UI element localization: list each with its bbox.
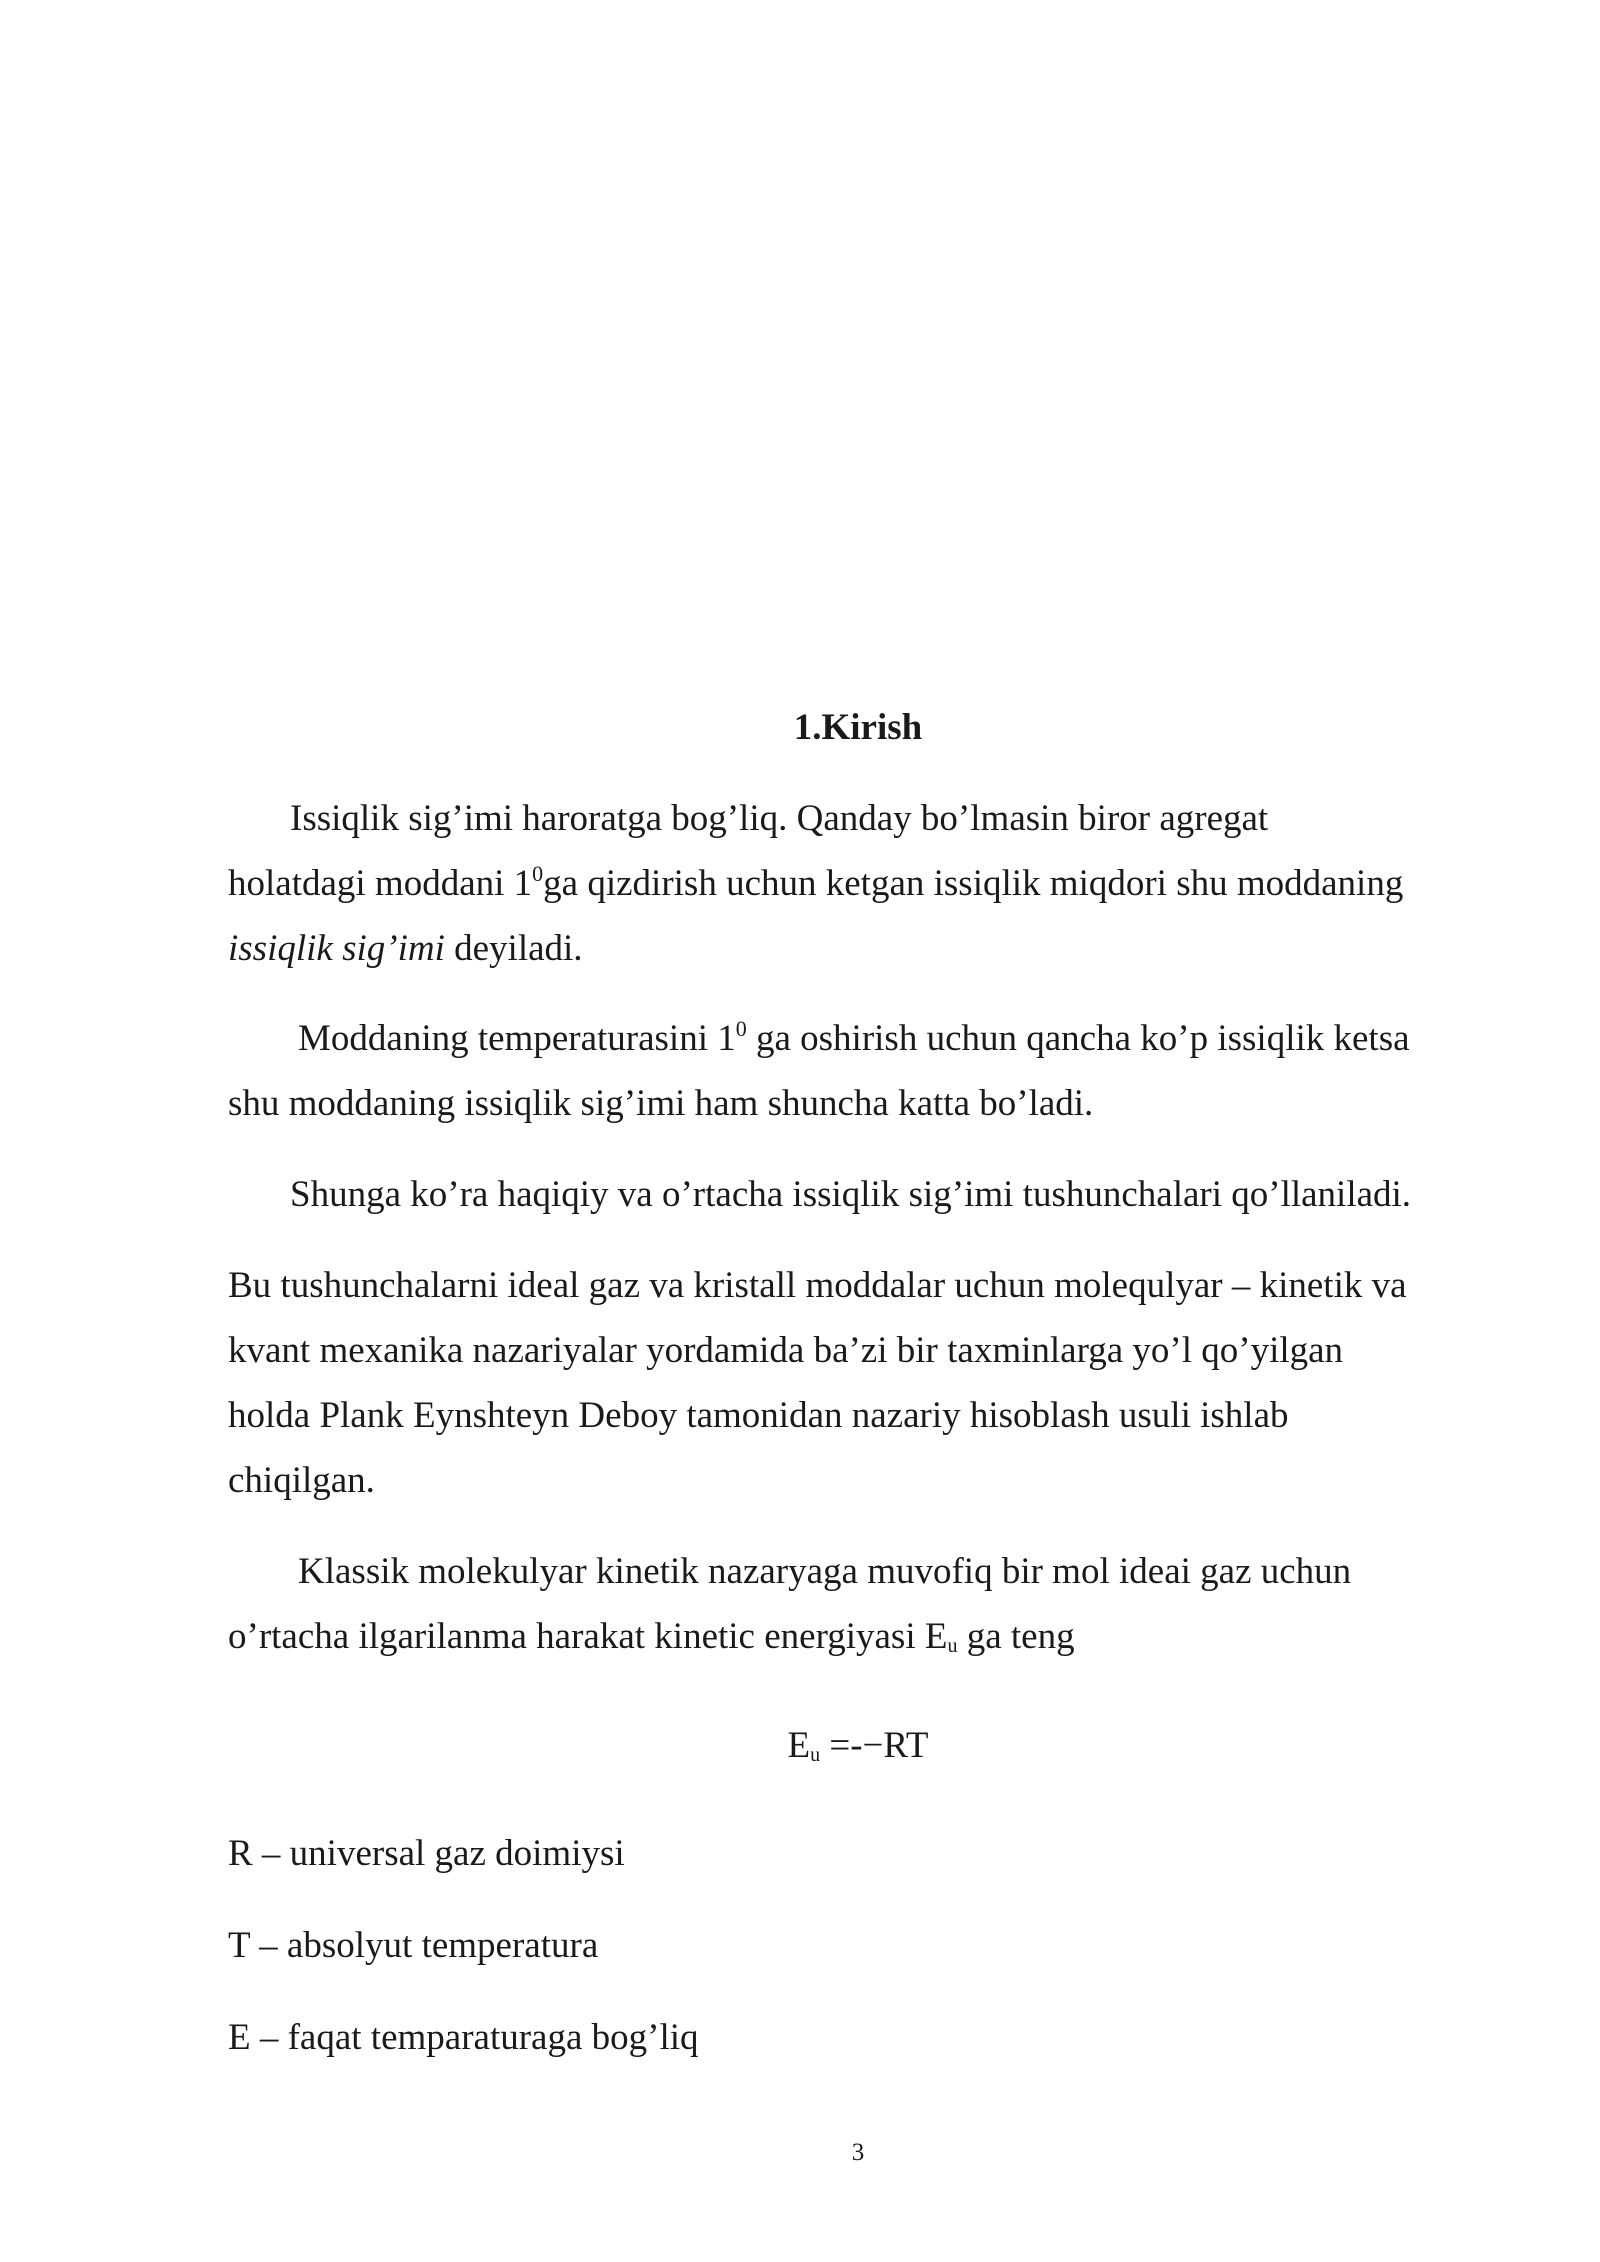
formula-expression: =-−RT <box>820 1725 929 1766</box>
definition-t-text: T – absolyut temperatura <box>228 1925 599 1966</box>
paragraph-5-text-2b: ga teng <box>957 1616 1075 1657</box>
paragraph-5-text-1: Klassik molekulyar kinetik nazaryaga muvofiq bir mol ideai gaz uchun <box>298 1551 1352 1592</box>
paragraph-4-text-3: holda Plank Eynshteyn Deboy tamonidan nazariy hisoblash usuli ishlab <box>228 1395 1289 1436</box>
paragraph-2-text-1a: Moddaning temperaturasini 1 <box>298 1018 736 1059</box>
paragraph-5-line-2 <box>228 1615 1075 1659</box>
paragraph-5-line-1 <box>298 1550 1351 1594</box>
paragraph-1-line-3 <box>228 927 583 971</box>
paragraph-2-text-2: shu moddaning issiqlik sig’imi ham shuncha katta bo’ladi. <box>228 1083 1094 1124</box>
definition-r <box>228 1832 625 1876</box>
paragraph-4-text-1: Bu tushunchalarni ideal gaz va kristall moddalar uchun molequlyar – kinetik va <box>228 1265 1407 1306</box>
paragraph-1-text-3: deyiladi. <box>444 928 583 969</box>
page-number: 3 <box>851 2139 865 2166</box>
definition-e-text: E – faqat temparaturaga bog’liq <box>228 2017 699 2058</box>
section-heading: 1.Kirish <box>793 707 923 748</box>
degree-superscript: 0 <box>532 861 544 886</box>
paragraph-2-text-1b: ga oshirish uchun qancha ko’p issiqlik ketsa <box>746 1018 1410 1059</box>
paragraph-3-text-1: Shunga ko’ra haqiqiy va o’rtacha issiqlik sig’imi tushunchalari qo’llaniladi. <box>290 1174 1412 1215</box>
paragraph-1-line-1 <box>290 797 1268 841</box>
paragraph-4-line-1 <box>228 1264 1407 1308</box>
defined-term: issiqlik sig’imi <box>228 928 445 969</box>
paragraph-1-text-2b: ga qizdirish uchun ketgan issiqlik miqdori shu moddaning <box>543 863 1404 904</box>
paragraph-4-line-2 <box>228 1329 1343 1373</box>
definition-t <box>228 1924 598 1968</box>
definition-e <box>228 2016 699 2060</box>
paragraph-4-text-2: kvant mexanika nazariyalar yordamida ba’zi bir taxminlarga yo’l qo’yilgan <box>228 1330 1344 1371</box>
paragraph-4-line-3 <box>228 1394 1289 1438</box>
paragraph-1-line-2 <box>228 862 1403 906</box>
paragraph-1-text-2a: holatdagi moddani 1 <box>228 863 533 904</box>
degree-superscript: 0 <box>735 1016 747 1041</box>
paragraph-4-line-4 <box>228 1459 375 1503</box>
paragraph-2-line-1 <box>298 1017 1410 1061</box>
formula-subscript: u <box>810 1744 821 1766</box>
formula-symbol: E <box>787 1725 811 1766</box>
energy-subscript: u <box>947 1635 958 1657</box>
paragraph-4-text-4: chiqilgan. <box>228 1460 375 1501</box>
definition-r-text: R – universal gaz doimiysi <box>228 1833 625 1874</box>
paragraph-2-line-2 <box>228 1082 1093 1126</box>
paragraph-5-text-2a: o’rtacha ilgarilanma harakat kinetic energiyasi E <box>228 1616 948 1657</box>
energy-formula <box>0 1724 1600 1768</box>
paragraph-1-text-1: Issiqlik sig’imi haroratga bog’liq. Qanday bo’lmasin biror agregat <box>290 798 1269 839</box>
paragraph-3-line-1 <box>290 1173 1411 1217</box>
